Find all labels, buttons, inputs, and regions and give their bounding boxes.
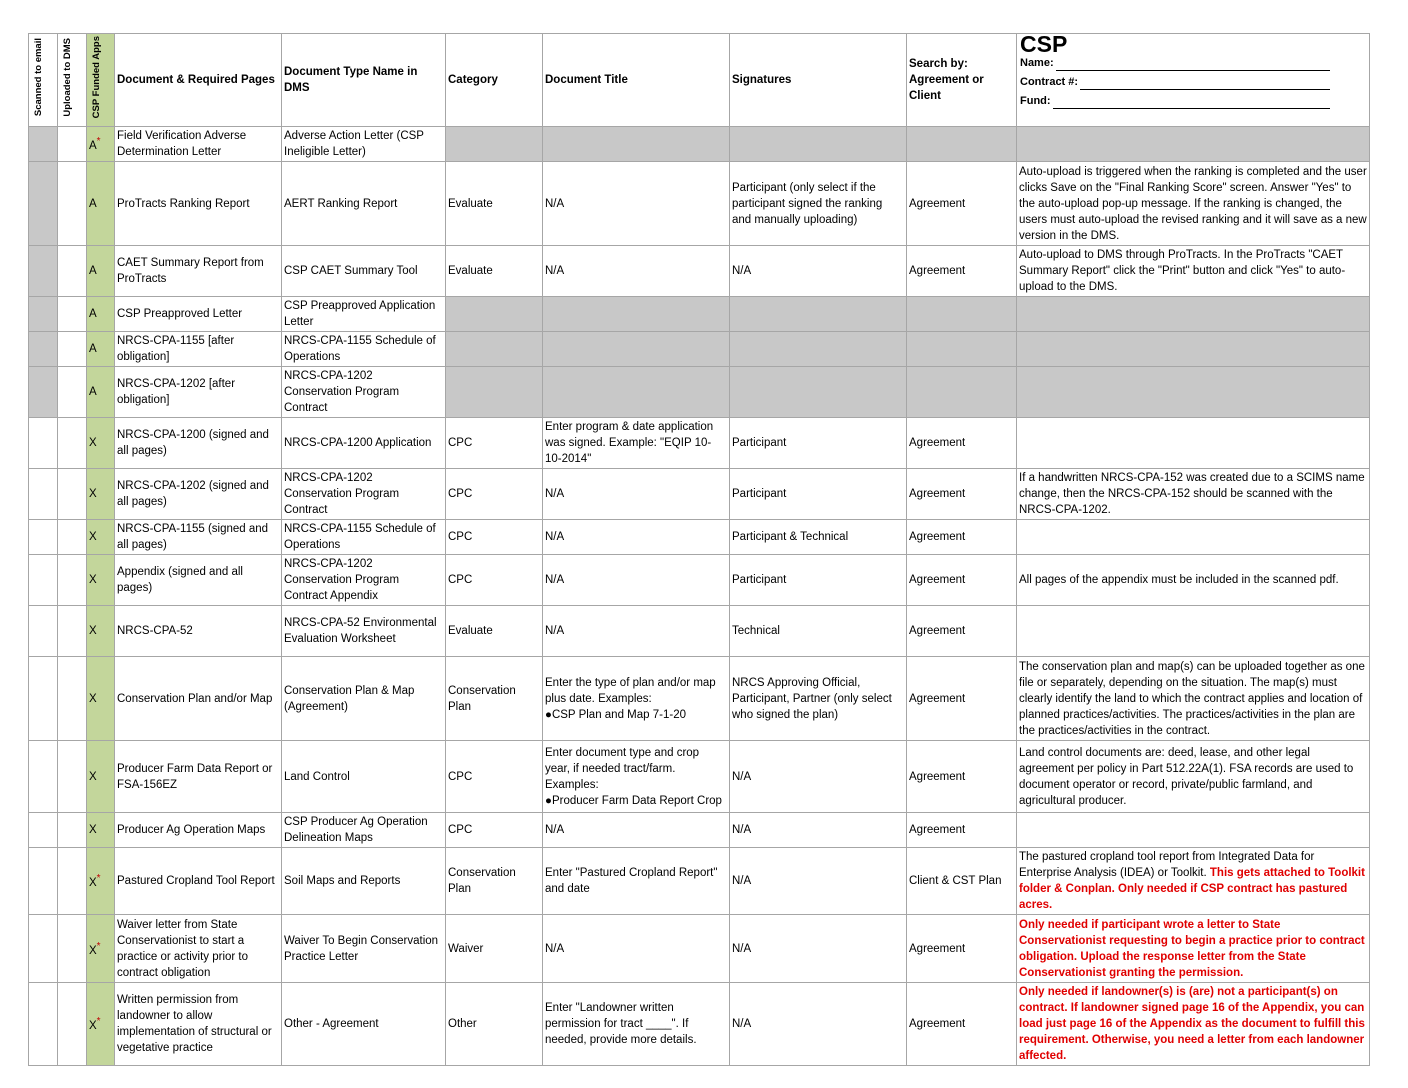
document-cell: Appendix (signed and all pages)	[115, 555, 282, 606]
search-by-cell: Agreement	[907, 983, 1017, 1066]
category-cell: Evaluate	[446, 606, 543, 657]
uploaded-checkbox-cell[interactable]	[58, 127, 87, 162]
category-cell: Other	[446, 983, 543, 1066]
title-text: N/A	[545, 488, 565, 500]
search-by-cell: Agreement	[907, 418, 1017, 469]
signatures-cell: Participant	[730, 469, 907, 520]
document-cell: Waiver letter from State Conservationist to start a practice or activity prior to contract obligation	[115, 915, 282, 983]
mark-letter: X	[89, 876, 97, 889]
search-by-cell	[907, 127, 1017, 162]
document-title-cell	[543, 418, 730, 469]
csp-funded-mark	[87, 469, 115, 520]
note-text: Auto-upload to DMS through ProTracts. In the ProTracts "CAET Summary Report" click the "Print" button and click "Yes" to auto-upload to the DMS.	[1019, 249, 1346, 293]
mark-letter: X	[89, 692, 97, 705]
title-text: Enter the type of plan and/or map plus date. Examples:	[545, 676, 716, 705]
header-csp-funded-apps: CSP Funded Apps	[87, 34, 115, 127]
fund-field[interactable]: Fund:	[1020, 93, 1366, 109]
table-row	[29, 657, 1370, 741]
search-by-cell: Agreement	[907, 657, 1017, 741]
signatures-cell	[730, 367, 907, 418]
signatures-cell: Participant & Technical	[730, 520, 907, 555]
document-cell: NRCS-CPA-52	[115, 606, 282, 657]
note-cell	[1017, 983, 1370, 1066]
scanned-checkbox-cell[interactable]	[29, 657, 58, 741]
uploaded-checkbox-cell[interactable]	[58, 657, 87, 741]
document-cell: NRCS-CPA-1202 (signed and all pages)	[115, 469, 282, 520]
mark-letter: A	[89, 197, 97, 210]
document-title-cell	[543, 246, 730, 297]
search-by-cell: Agreement	[907, 555, 1017, 606]
csp-funded-mark	[87, 813, 115, 848]
table-row	[29, 162, 1370, 246]
category-cell: Evaluate	[446, 246, 543, 297]
mark-letter: X	[89, 1019, 97, 1032]
note-cell	[1017, 469, 1370, 520]
csp-funded-mark	[87, 127, 115, 162]
contract-field[interactable]: Contract #:	[1020, 74, 1366, 90]
title-text: N/A	[545, 942, 565, 955]
mark-letter: X	[89, 531, 97, 543]
table-row	[29, 246, 1370, 297]
table-row	[29, 418, 1370, 469]
category-cell: Conservation Plan	[446, 848, 543, 915]
note-cell	[1017, 848, 1370, 915]
title-text: Enter "Pastured Cropland Report" and date	[545, 867, 718, 895]
document-type-cell: NRCS-CPA-1155 Schedule of Operations	[282, 332, 446, 367]
note-warning-text: This gets attached to Toolkit folder & Conplan. Only needed if CSP contract has pastured acres.	[1019, 867, 1365, 911]
uploaded-checkbox-cell[interactable]	[58, 813, 87, 848]
title-text: Enter document type and crop year, if needed tract/farm. Examples:	[545, 746, 700, 791]
document-title-cell	[543, 657, 730, 741]
name-field[interactable]: Name:	[1020, 55, 1366, 71]
document-type-cell: NRCS-CPA-1155 Schedule of Operations	[282, 520, 446, 555]
header-search-by: Search by: Agreement or Client	[907, 34, 1017, 127]
category-cell: CPC	[446, 555, 543, 606]
uploaded-checkbox-cell[interactable]	[58, 606, 87, 657]
csp-funded-mark	[87, 520, 115, 555]
note-warning-text: Only needed if participant wrote a letter to State Conservationist requesting to begin a practice prior to contract obligation. Upload the response letter from the State Conservationist granting the permission.	[1019, 918, 1365, 979]
note-text: The pastured cropland tool report from Integrated Data for Enterprise Analysis (IDEA) or Toolkit.	[1019, 851, 1315, 879]
mark-letter: A	[89, 139, 97, 152]
header-category: Category	[446, 34, 543, 127]
csp-document-checklist-table	[28, 33, 1370, 1066]
table-row	[29, 983, 1370, 1066]
category-cell: CPC	[446, 813, 543, 848]
document-type-cell: NRCS-CPA-1200 Application	[282, 418, 446, 469]
mark-letter: A	[89, 265, 97, 277]
category-cell	[446, 297, 543, 332]
csp-funded-mark	[87, 162, 115, 246]
signatures-cell: N/A	[730, 246, 907, 297]
signatures-cell: N/A	[730, 741, 907, 813]
required-star: *	[96, 940, 101, 952]
note-cell	[1017, 520, 1370, 555]
note-text: The conservation plan and map(s) can be uploaded together as one file or separately, depending on the situation. The map(s) must clearly identify the land to which the contract applies and location of planned practices/activities. The practices/activities in the plan are the practices/activities in the contract.	[1019, 660, 1365, 737]
title-example: ●CSP Plan and Map 7-1-20	[545, 708, 686, 721]
csp-funded-mark	[87, 983, 115, 1066]
document-cell: Written permission from landowner to allow implementation of structural or vegetative practice	[115, 983, 282, 1066]
document-type-cell: NRCS-CPA-1202 Conservation Program Contract	[282, 367, 446, 418]
signatures-cell: Participant	[730, 555, 907, 606]
note-cell	[1017, 555, 1370, 606]
document-type-cell: Soil Maps and Reports	[282, 848, 446, 915]
csp-funded-mark	[87, 367, 115, 418]
document-title-cell	[543, 606, 730, 657]
note-text: Auto-upload is triggered when the ranking is completed and the user clicks Save on the "Final Ranking Score" screen. Answer "Yes" to the auto-upload pop-up message. If the ranking is changed, the users must auto-upload the revised ranking and it will save as a new version in the DMS.	[1019, 165, 1367, 242]
document-type-cell: AERT Ranking Report	[282, 162, 446, 246]
scanned-checkbox-cell[interactable]	[29, 983, 58, 1066]
mark-letter: X	[89, 824, 97, 836]
mark-letter: A	[89, 386, 97, 398]
mark-letter: X	[89, 574, 97, 586]
category-cell	[446, 367, 543, 418]
header-row	[29, 34, 1370, 127]
mark-letter: X	[89, 770, 97, 783]
search-by-cell	[907, 332, 1017, 367]
note-text: Land control documents are: deed, lease, and other legal agreement per policy in Part 512.22A(1). FSA records are used to document operator or record, private/public farmland, and agricultural producer.	[1019, 746, 1354, 807]
table-row	[29, 813, 1370, 848]
title-text: Enter program & date application was signed. Example: "EQIP 10-10-2014"	[545, 421, 714, 465]
document-type-cell: CSP Preapproved Application Letter	[282, 297, 446, 332]
search-by-cell: Agreement	[907, 606, 1017, 657]
title-text: N/A	[545, 197, 565, 210]
scanned-checkbox-cell[interactable]	[29, 741, 58, 813]
title-text: N/A	[545, 531, 565, 543]
header-uploaded-to-dms: Uploaded to DMS	[58, 34, 87, 127]
csp-funded-mark	[87, 246, 115, 297]
note-cell	[1017, 418, 1370, 469]
note-cell	[1017, 162, 1370, 246]
table-row	[29, 332, 1370, 367]
uploaded-checkbox-cell[interactable]	[58, 332, 87, 367]
note-cell	[1017, 367, 1370, 418]
search-by-cell: Agreement	[907, 469, 1017, 520]
uploaded-checkbox-cell[interactable]	[58, 983, 87, 1066]
search-by-cell: Client & CST Plan	[907, 848, 1017, 915]
search-by-cell: Agreement	[907, 813, 1017, 848]
mark-letter: A	[89, 308, 97, 320]
table-row	[29, 555, 1370, 606]
document-cell: CSP Preapproved Letter	[115, 297, 282, 332]
signatures-cell: Participant (only select if the participant signed the ranking and manually uploading)	[730, 162, 907, 246]
category-cell: CPC	[446, 469, 543, 520]
note-cell	[1017, 813, 1370, 848]
header-document: Document & Required Pages	[115, 34, 282, 127]
title-text: N/A	[545, 625, 565, 637]
document-type-cell: Land Control	[282, 741, 446, 813]
document-type-cell: NRCS-CPA-52 Environmental Evaluation Worksheet	[282, 606, 446, 657]
scanned-checkbox-cell[interactable]	[29, 469, 58, 520]
mark-letter: X	[89, 437, 97, 449]
document-type-cell: NRCS-CPA-1202 Conservation Program Contract	[282, 469, 446, 520]
category-cell: Conservation Plan	[446, 657, 543, 741]
mark-letter: X	[89, 488, 97, 500]
document-cell: Conservation Plan and/or Map	[115, 657, 282, 741]
search-by-cell: Agreement	[907, 520, 1017, 555]
csp-funded-mark	[87, 657, 115, 741]
title-text: N/A	[545, 265, 565, 277]
signatures-cell: N/A	[730, 915, 907, 983]
header-signatures: Signatures	[730, 34, 907, 127]
mark-letter: A	[89, 343, 97, 355]
scanned-checkbox-cell[interactable]	[29, 813, 58, 848]
table-row	[29, 367, 1370, 418]
required-star: *	[96, 1016, 101, 1028]
table-row	[29, 915, 1370, 983]
search-by-cell	[907, 367, 1017, 418]
document-cell: NRCS-CPA-1202 [after obligation]	[115, 367, 282, 418]
note-cell	[1017, 127, 1370, 162]
table-row	[29, 741, 1370, 813]
category-cell: Waiver	[446, 915, 543, 983]
uploaded-checkbox-cell[interactable]	[58, 418, 87, 469]
title-text: N/A	[545, 574, 565, 586]
document-type-cell: CSP CAET Summary Tool	[282, 246, 446, 297]
document-cell: NRCS-CPA-1155 [after obligation]	[115, 332, 282, 367]
signatures-cell: N/A	[730, 848, 907, 915]
uploaded-checkbox-cell[interactable]	[58, 246, 87, 297]
document-title-cell	[543, 367, 730, 418]
note-warning-text: Only needed if landowner(s) is (are) not a participant(s) on contract. If landowner signed page 16 of the Appendix, you can load just page 16 of the Appendix as the document to fulfill this requirement. Otherwise, you need a letter from each landowner affected.	[1019, 986, 1365, 1062]
document-title-cell	[543, 297, 730, 332]
title-text: N/A	[545, 824, 565, 836]
document-cell: ProTracts Ranking Report	[115, 162, 282, 246]
csp-header-block	[1017, 34, 1370, 127]
category-cell: CPC	[446, 418, 543, 469]
document-cell: Pastured Cropland Tool Report	[115, 848, 282, 915]
signatures-cell: N/A	[730, 813, 907, 848]
note-cell	[1017, 657, 1370, 741]
document-cell: Producer Farm Data Report or FSA-156EZ	[115, 741, 282, 813]
table-row	[29, 127, 1370, 162]
document-title-cell	[543, 813, 730, 848]
header-document-type: Document Type Name in DMS	[282, 34, 446, 127]
scanned-checkbox-cell[interactable]	[29, 915, 58, 983]
csp-title: CSP	[1020, 33, 1068, 57]
mark-letter: X	[89, 625, 97, 637]
scanned-checkbox-cell[interactable]	[29, 297, 58, 332]
csp-funded-mark	[87, 741, 115, 813]
title-text: Enter "Landowner written permission for tract ____". If needed, provide more details.	[545, 1002, 697, 1046]
search-by-cell: Agreement	[907, 915, 1017, 983]
document-title-cell	[543, 332, 730, 367]
scanned-checkbox-cell[interactable]	[29, 246, 58, 297]
category-cell	[446, 332, 543, 367]
signatures-cell	[730, 127, 907, 162]
document-title-cell	[543, 127, 730, 162]
document-cell: Field Verification Adverse Determination Letter	[115, 127, 282, 162]
document-title-cell	[543, 555, 730, 606]
scanned-checkbox-cell[interactable]	[29, 606, 58, 657]
required-star: *	[96, 136, 101, 148]
header-document-title: Document Title	[543, 34, 730, 127]
scanned-checkbox-cell[interactable]	[29, 520, 58, 555]
document-type-cell: Conservation Plan & Map (Agreement)	[282, 657, 446, 741]
document-title-cell	[543, 520, 730, 555]
signatures-cell: Technical	[730, 606, 907, 657]
document-cell: NRCS-CPA-1200 (signed and all pages)	[115, 418, 282, 469]
table-row	[29, 297, 1370, 332]
document-type-cell: Adverse Action Letter (CSP Ineligible Letter)	[282, 127, 446, 162]
document-cell: NRCS-CPA-1155 (signed and all pages)	[115, 520, 282, 555]
document-title-cell	[543, 162, 730, 246]
signatures-cell: NRCS Approving Official, Participant, Partner (only select who signed the plan)	[730, 657, 907, 741]
signatures-cell	[730, 297, 907, 332]
uploaded-checkbox-cell[interactable]	[58, 162, 87, 246]
document-title-cell	[543, 915, 730, 983]
category-cell: CPC	[446, 741, 543, 813]
header-scanned-to-email: Scanned to email	[29, 34, 58, 127]
csp-funded-mark	[87, 555, 115, 606]
note-cell	[1017, 332, 1370, 367]
uploaded-checkbox-cell[interactable]	[58, 741, 87, 813]
table-row	[29, 606, 1370, 657]
signatures-cell	[730, 332, 907, 367]
search-by-cell: Agreement	[907, 162, 1017, 246]
csp-funded-mark	[87, 297, 115, 332]
uploaded-checkbox-cell[interactable]	[58, 520, 87, 555]
document-title-cell	[543, 983, 730, 1066]
document-title-cell	[543, 848, 730, 915]
note-cell	[1017, 297, 1370, 332]
note-cell	[1017, 915, 1370, 983]
note-text: All pages of the appendix must be included in the scanned pdf.	[1019, 574, 1339, 586]
scanned-checkbox-cell[interactable]	[29, 162, 58, 246]
uploaded-checkbox-cell[interactable]	[58, 297, 87, 332]
csp-funded-mark	[87, 418, 115, 469]
document-title-cell	[543, 469, 730, 520]
scanned-checkbox-cell[interactable]	[29, 848, 58, 915]
document-type-cell: Other - Agreement	[282, 983, 446, 1066]
category-cell: CPC	[446, 520, 543, 555]
note-cell	[1017, 741, 1370, 813]
csp-funded-mark	[87, 915, 115, 983]
document-type-cell: CSP Producer Ag Operation Delineation Maps	[282, 813, 446, 848]
scanned-checkbox-cell[interactable]	[29, 555, 58, 606]
required-star: *	[96, 873, 101, 885]
csp-funded-mark	[87, 332, 115, 367]
note-text: If a handwritten NRCS-CPA-152 was created due to a SCIMS name change, then the NRCS-CPA-152 should be scanned with the NRCS-CPA-1202.	[1019, 472, 1365, 516]
uploaded-checkbox-cell[interactable]	[58, 555, 87, 606]
csp-funded-mark	[87, 606, 115, 657]
uploaded-checkbox-cell[interactable]	[58, 915, 87, 983]
note-cell	[1017, 606, 1370, 657]
scanned-checkbox-cell[interactable]	[29, 418, 58, 469]
document-type-cell: Waiver To Begin Conservation Practice Letter	[282, 915, 446, 983]
category-cell	[446, 127, 543, 162]
table-row	[29, 848, 1370, 915]
uploaded-checkbox-cell[interactable]	[58, 367, 87, 418]
search-by-cell	[907, 297, 1017, 332]
category-cell: Evaluate	[446, 162, 543, 246]
scanned-checkbox-cell[interactable]	[29, 367, 58, 418]
signatures-cell: Participant	[730, 418, 907, 469]
document-cell: CAET Summary Report from ProTracts	[115, 246, 282, 297]
document-type-cell: NRCS-CPA-1202 Conservation Program Contract Appendix	[282, 555, 446, 606]
scanned-checkbox-cell[interactable]	[29, 332, 58, 367]
uploaded-checkbox-cell[interactable]	[58, 469, 87, 520]
search-by-cell: Agreement	[907, 741, 1017, 813]
scanned-checkbox-cell[interactable]	[29, 127, 58, 162]
title-example: ●Producer Farm Data Report Crop	[545, 794, 722, 807]
uploaded-checkbox-cell[interactable]	[58, 848, 87, 915]
document-title-cell	[543, 741, 730, 813]
mark-letter: X	[89, 944, 97, 957]
csp-funded-mark	[87, 848, 115, 915]
document-cell: Producer Ag Operation Maps	[115, 813, 282, 848]
table-row	[29, 520, 1370, 555]
note-cell	[1017, 246, 1370, 297]
signatures-cell: N/A	[730, 983, 907, 1066]
search-by-cell: Agreement	[907, 246, 1017, 297]
table-row	[29, 469, 1370, 520]
